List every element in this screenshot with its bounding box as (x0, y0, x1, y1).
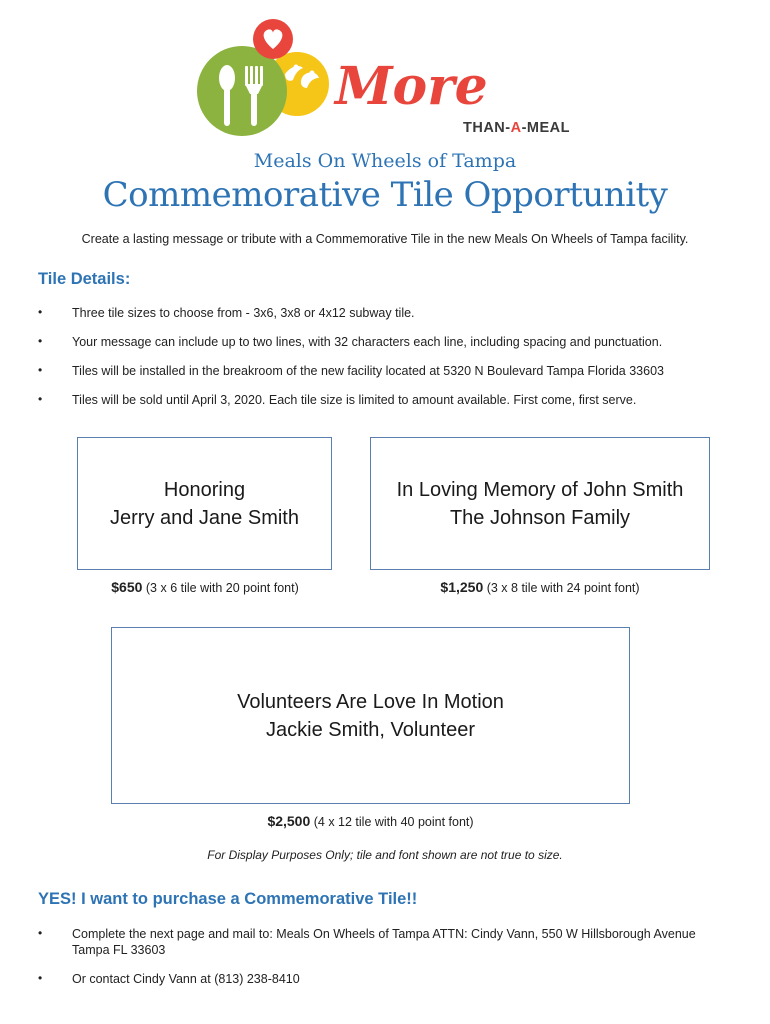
tile-price-large (111, 813, 630, 829)
tile-line-1: In Loving Memory of John Smith (396, 478, 684, 501)
tile-line-2: The Johnson Family (449, 506, 631, 529)
tile-sample-small (77, 437, 332, 570)
bullet-icon: • (38, 363, 43, 377)
logo-graphic (185, 16, 590, 138)
logo-tagline: THAN-A-MEAL (463, 120, 571, 136)
price-desc: (3 x 6 tile with 20 point font) (142, 581, 299, 595)
disclaimer-text: For Display Purposes Only; tile and font shown are not true to size. (207, 848, 563, 862)
price-amount: $1,250 (440, 579, 484, 595)
list-item: • Tiles will be installed in the breakroom of the new facility located at 5320 N Boulevard Tampa Florida 33603 (38, 363, 664, 378)
tile-line-2: Jerry and Jane Smith (110, 506, 299, 529)
list-item: • Three tile sizes to choose from - 3x6, 3x8 or 4x12 subway tile. (38, 305, 415, 320)
tile-sample-large (111, 627, 630, 804)
bullet-icon: • (38, 971, 43, 985)
purchase-heading: YES! I want to purchase a Commemorative Tile!! (38, 890, 418, 908)
intro-text: Create a lasting message or tribute with a Commemorative Tile in the new Meals On Wheels of Tampa facility. (81, 232, 689, 246)
more-than-a-meal-logo (185, 16, 590, 138)
purchase-list (0, 926, 770, 991)
tile-line-1: Volunteers Are Love In Motion (237, 690, 504, 713)
tile-line-1: Honoring (163, 478, 246, 501)
price-amount: $2,500 (267, 813, 311, 829)
bullet-icon: • (38, 305, 43, 319)
price-desc: (4 x 12 tile with 40 point font) (310, 815, 474, 829)
tile-price-small (60, 579, 350, 595)
tile-details-heading: Tile Details: (38, 270, 131, 288)
logo-word-more: More (335, 56, 488, 117)
spoon-icon (219, 65, 235, 91)
list-item: • Complete the next page and mail to: Meals On Wheels of Tampa ATTN: Cindy Vann, 550 W Hillsborough Avenue Tampa FL 33603 (38, 926, 696, 957)
bullet-icon: • (38, 392, 43, 406)
tile-line-2: Jackie Smith, Volunteer (266, 718, 475, 741)
price-amount: $650 (111, 579, 143, 595)
list-item: • Your message can include up to two lines, with 32 characters each line, including spacing and punctuation. (38, 334, 663, 349)
org-name: Meals On Wheels of Tampa (253, 150, 517, 172)
list-item: • Tiles will be sold until April 3, 2020. Each tile size is limited to amount available. First come, first serve. (38, 392, 637, 407)
tile-price-medium (370, 579, 710, 595)
logo-green-circle (197, 46, 287, 136)
tile-details-list (0, 305, 770, 421)
price-desc: (3 x 8 tile with 24 point font) (483, 581, 640, 595)
list-item: • Or contact Cindy Vann at (813) 238-8410 (38, 971, 300, 986)
page-title: Commemorative Tile Opportunity (102, 175, 668, 215)
bullet-icon: • (38, 926, 43, 940)
bullet-icon: • (38, 334, 43, 348)
tile-sample-medium (370, 437, 710, 570)
